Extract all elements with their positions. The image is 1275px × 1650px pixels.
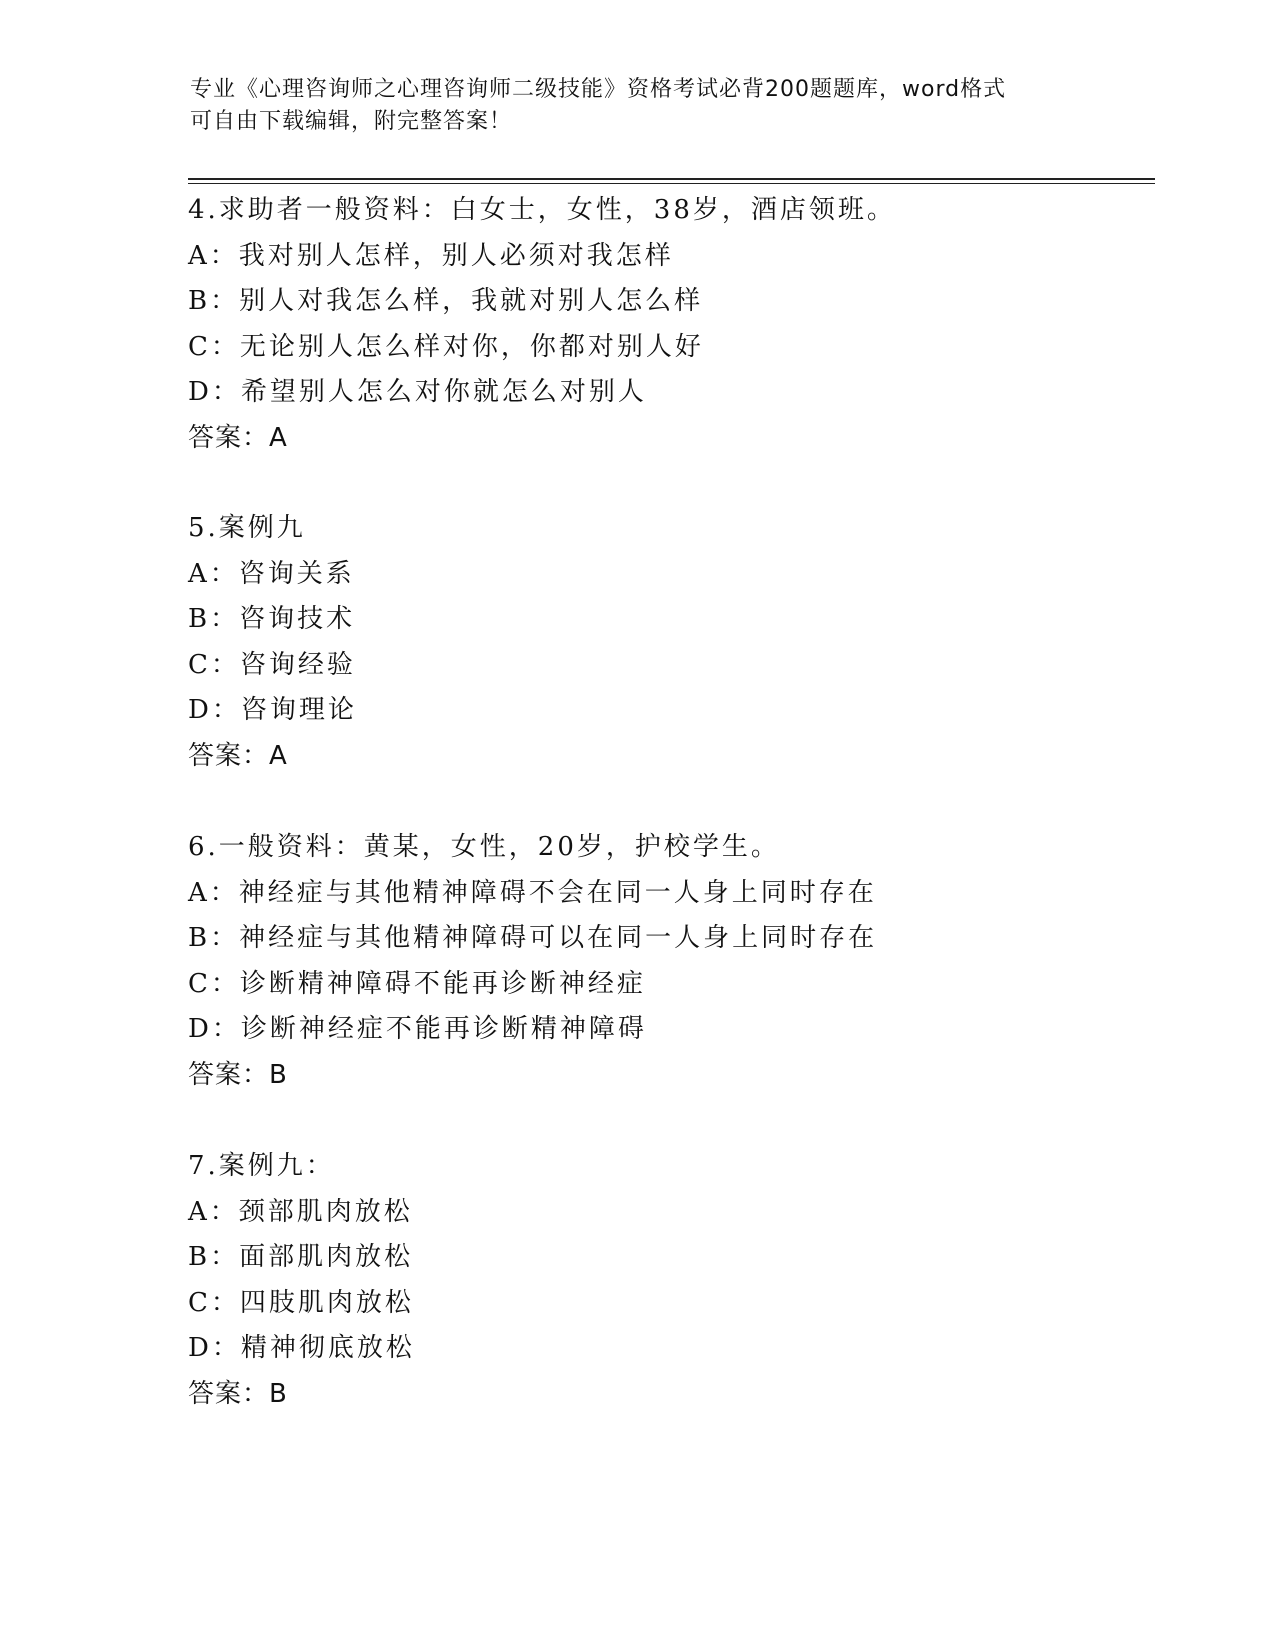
option-b: B：别人对我怎么样，我就对别人怎么样: [188, 286, 704, 316]
question-stem: 6.一般资料：黄某，女性，20岁，护校学生。: [188, 832, 780, 862]
answer-line: 答案：A: [188, 740, 288, 771]
question-stem: 7.案例九：: [188, 1151, 335, 1181]
answer-line: 答案：B: [188, 1378, 288, 1409]
option-d: D：诊断神经症不能再诊断精神障碍: [188, 1014, 647, 1044]
option-c: C：无论别人怎么样对你，你都对别人好: [188, 331, 704, 362]
question-stem: 4.求助者一般资料：白女士，女性，38岁，酒店领班。: [188, 195, 896, 225]
header-line-2: 可自由下载编辑，附完整答案！: [190, 109, 513, 134]
question-7: [188, 1144, 1148, 1417]
document-header: [190, 74, 1090, 138]
option-a: A：咨询关系: [188, 558, 355, 589]
header-line-1: 专业《心理咨询师之心理咨询师二级技能》资格考试必背200题题库，word格式: [190, 77, 1007, 102]
question-5: [188, 506, 1148, 779]
option-a: A：神经症与其他精神障碍不会在同一人身上同时存在: [188, 877, 877, 908]
option-c: C：四肢肌肉放松: [188, 1287, 414, 1318]
question-4: [188, 188, 1148, 461]
option-d: D：精神彻底放松: [188, 1333, 415, 1363]
option-d: D：咨询理论: [188, 695, 357, 725]
option-d: D：希望别人怎么对你就怎么对别人: [188, 377, 647, 407]
header-divider-thin: [188, 183, 1155, 184]
question-6: [188, 825, 1148, 1098]
option-b: B：神经症与其他精神障碍可以在同一人身上同时存在: [188, 923, 878, 953]
option-c: C：咨询经验: [188, 649, 356, 680]
option-a: A：我对别人怎样，别人必须对我怎样: [188, 240, 674, 271]
option-b: B：面部肌肉放松: [188, 1242, 414, 1272]
option-a: A：颈部肌肉放松: [188, 1196, 413, 1227]
answer-line: 答案：B: [188, 1059, 288, 1090]
header-divider-thick: [188, 178, 1155, 180]
answer-line: 答案：A: [188, 422, 288, 453]
question-stem: 5.案例九: [188, 513, 306, 543]
option-c: C：诊断精神障碍不能再诊断神经症: [188, 968, 646, 999]
option-b: B：咨询技术: [188, 604, 356, 634]
